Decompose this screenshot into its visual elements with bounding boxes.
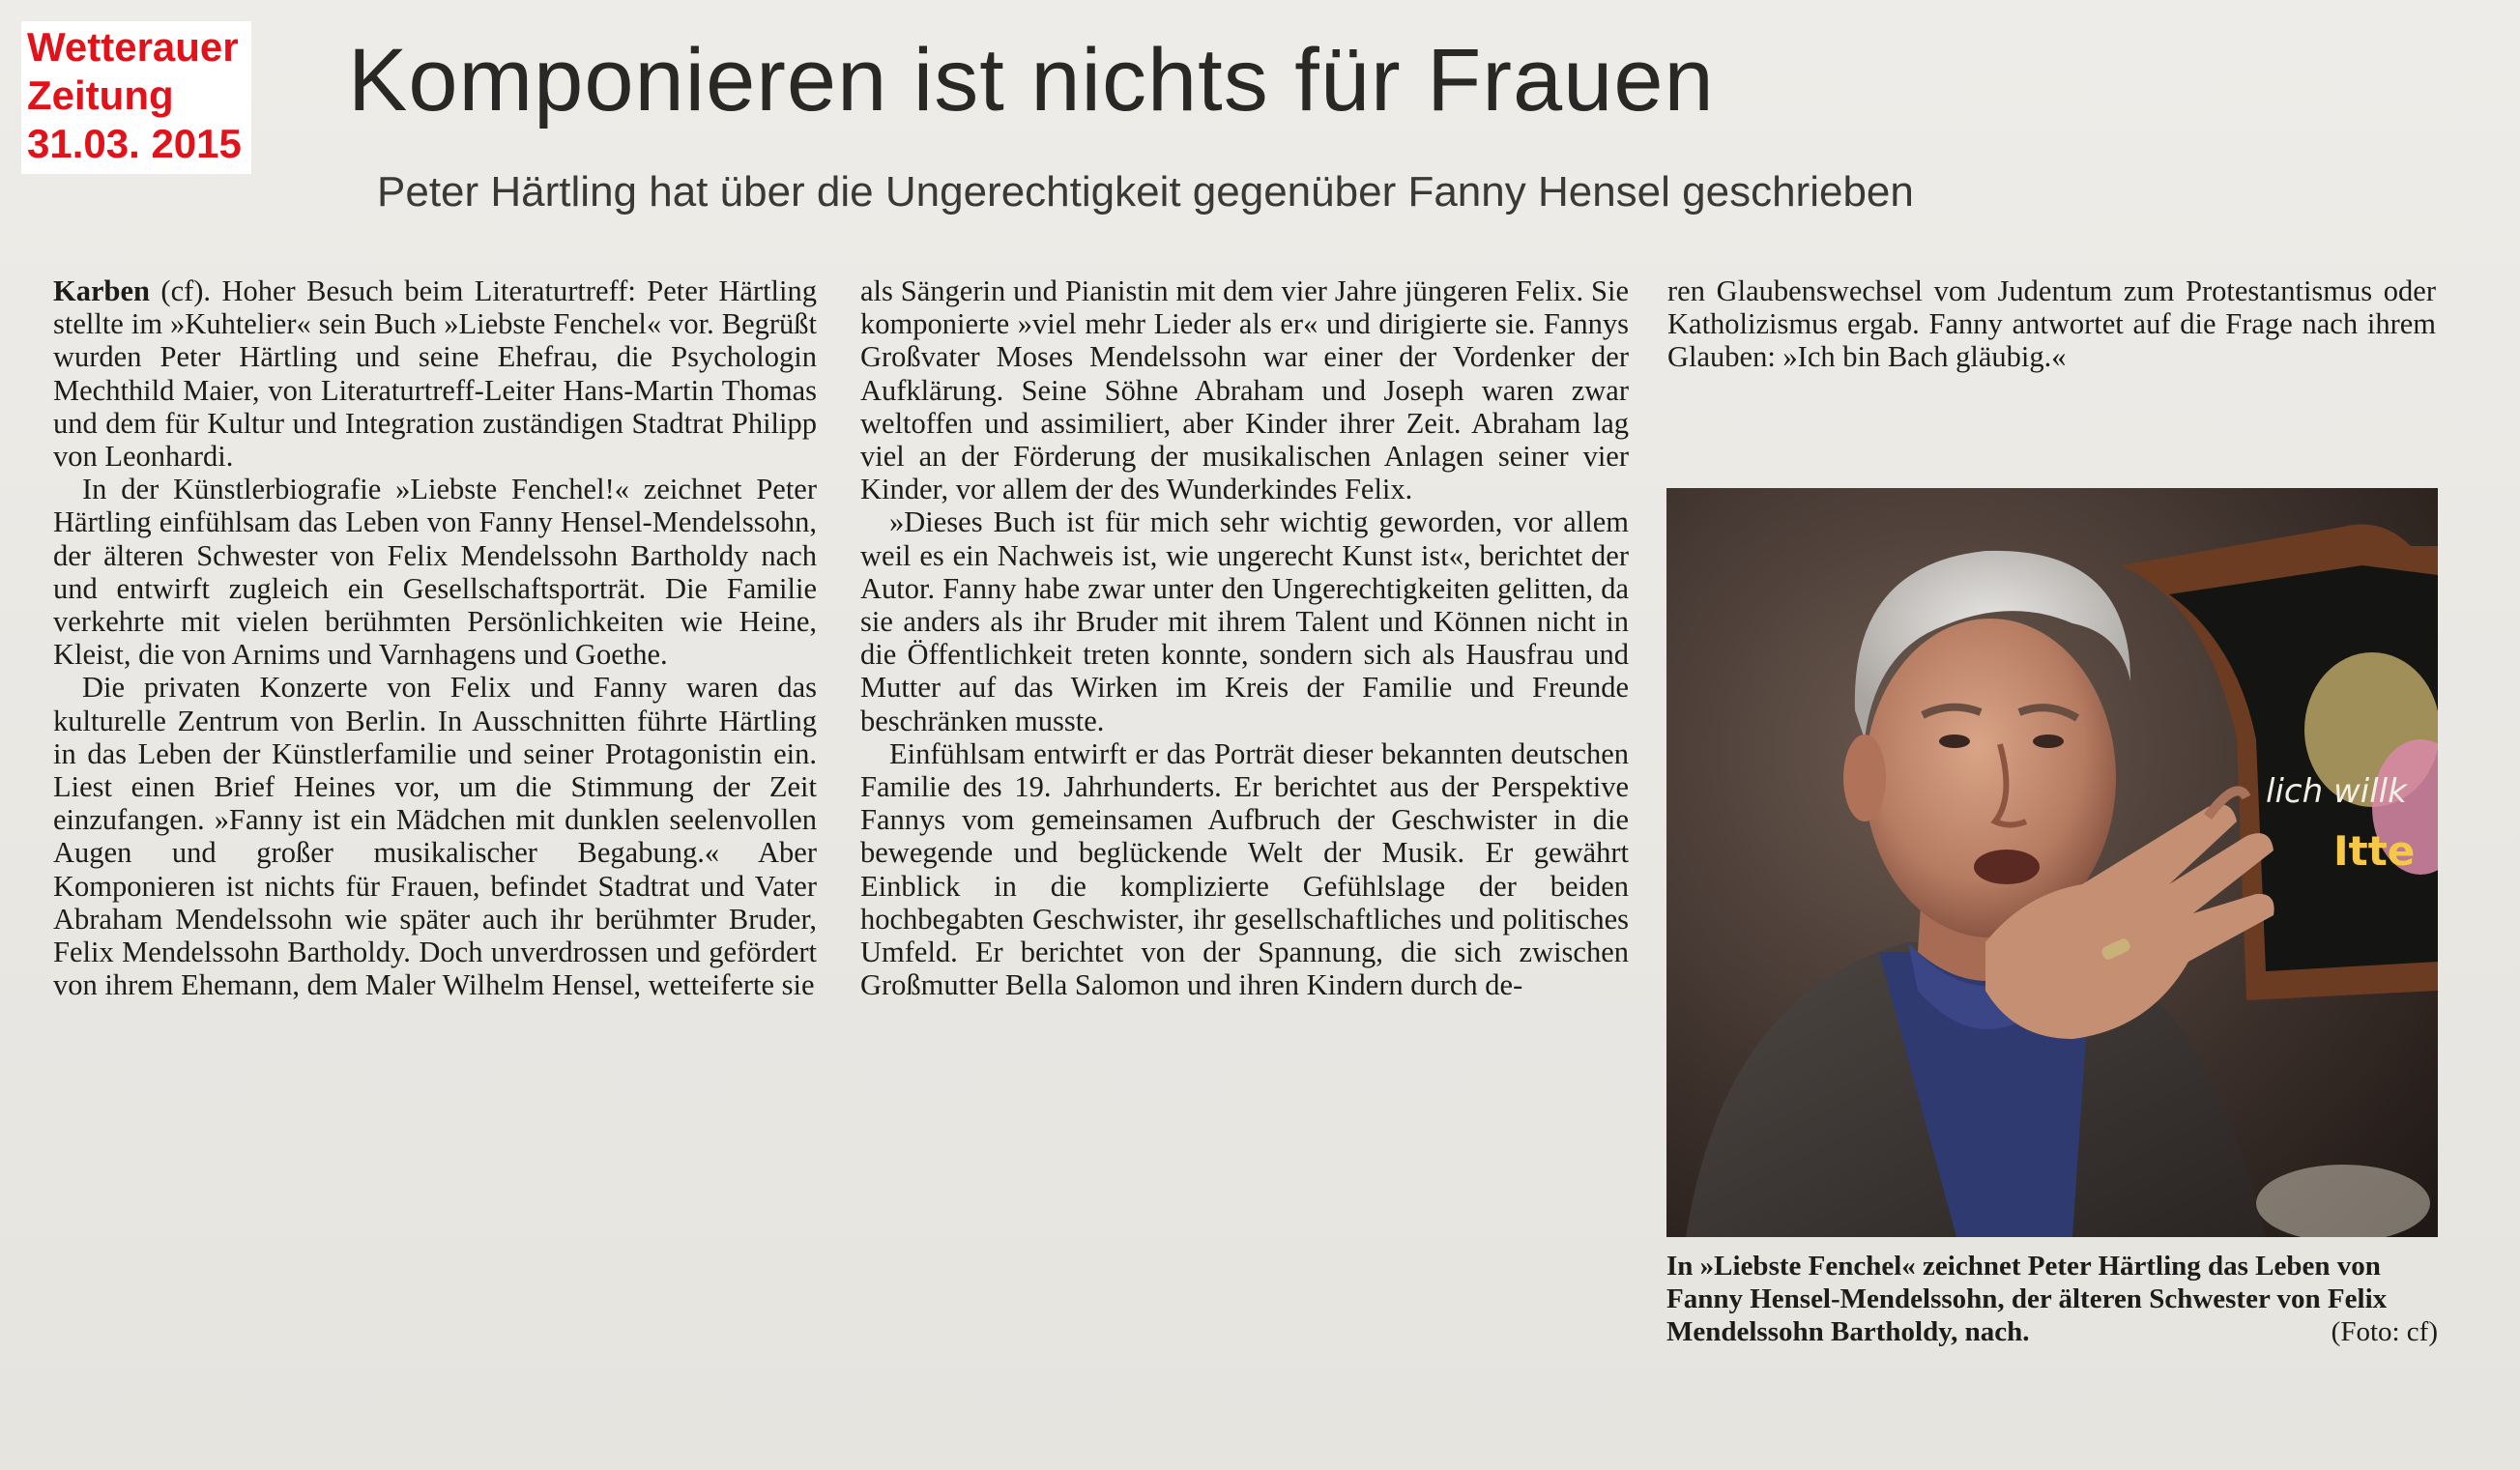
board-text: lich willk: [2266, 772, 2407, 811]
headline: Komponieren ist nichts für Frauen: [348, 31, 1715, 130]
portrait-photo-icon: [1666, 488, 2438, 1237]
source-name-line2: Zeitung: [27, 72, 174, 118]
source-name-line1: Wetterauer: [27, 24, 239, 70]
paragraph: ren Glaubenswechsel vom Judentum zum Protestantismus oder Katholizismus ergab. Fanny antwortet auf die Frage nach ihrem Glauben: »Ich bin Bach gläubig.«: [1667, 274, 2436, 374]
dateline: Karben: [53, 274, 150, 307]
article-column-3: [1667, 274, 2436, 374]
paragraph: Die privaten Konzerte von Felix und Fanny waren das kulturelle Zentrum von Berlin. In Ausschnitten führte Härtling in das Leben der Künstlerfamilie und seiner Protagonistin ein. Liest einen Brief Heines vor, um die Stimmung der Zeit einzufangen. »Fanny ist ein Mädchen mit dunklen seelenvollen Augen und großer musikalischer Begabung.« Aber Komponieren ist nichts für Frauen, befindet Stadtrat und Vater Abraham Mendelssohn wie später auch ihr berühmter Bruder, Felix Mendelssohn Bartholdy. Doch unverdrossen und gefördert von ihrem Ehemann, dem Maler Wilhelm Hensel, wetteiferte sie: [53, 671, 817, 1002]
article-column-2: [860, 274, 1629, 1001]
paragraph: In der Künstlerbiografie »Liebste Fenchel!« zeichnet Peter Härtling einfühlsam das Leben von Fanny Hensel-Mendelssohn, der älteren Schwester von Felix Mendelssohn Bartholdy nach und entwirft zugleich ein Gesellschaftsporträt. Die Familie verkehrte mit vielen berühmten Persönlichkeiten wie Heine, Kleist, die von Arnims und Varnhagens und Goethe.: [53, 473, 817, 672]
source-label: [21, 21, 251, 174]
source-date: 31.03. 2015: [27, 121, 242, 166]
author-photo: [1666, 488, 2438, 1237]
photo-caption: [1666, 1250, 2438, 1348]
paragraph-text: (cf). Hoher Besuch beim Literaturtreff: Peter Härtling stellte im »Kuhtelier« sein Buch »Liebste Fenchel« vor. Begrüßt wurden Peter Härtling und seine Ehefrau, die Psychologin Mechthild Maier, von Literaturtreff-Leiter Hans-Martin Thomas und dem für Kultur und Integration zuständigen Stadtrat Philipp von Leonhardi.: [53, 274, 817, 474]
paragraph: Einfühlsam entwirft er das Porträt dieser bekannten deutschen Familie des 19. Jahrhunderts. Er berichtet aus der Perspektive Fannys vom gemeinsamen Aufbruch der Geschwister in die bewegende und beglückende Welt der Musik. Er gewährt Einblick in die komplizierte Gefühlslage der beiden hochbegabten Geschwister, ihr gesellschaftliches und politisches Umfeld. Er berichtet von der Spannung, die sich zwischen Großmutter Bella Salomon und ihren Kindern durch de-: [860, 736, 1629, 1002]
paragraph: als Sängerin und Pianistin mit dem vier Jahre jüngeren Felix. Sie komponierte »viel mehr Lieder als er« und dirigierte sie. Fannys Großvater Moses Mendelssohn war einer der Vordenker der Aufklärung. Seine Söhne Abraham und Joseph waren zwar weltoffen und assimiliert, aber Kinder ihrer Zeit. Abraham lag viel an der Förderung der musikalischen Anlagen seiner vier Kinder, vor allem der des Wunderkindes Felix.: [860, 274, 1629, 506]
paragraph: [53, 274, 817, 473]
subheadline: Peter Härtling hat über die Ungerechtigkeit gegenüber Fanny Hensel geschrieben: [377, 168, 1914, 216]
paragraph: »Dieses Buch ist für mich sehr wichtig geworden, vor allem weil es ein Nachweis ist, wie ungerecht Kunst ist«, berichtet der Autor. Fanny habe zwar unter den Ungerechtigkeiten gelitten, da sie anders als ihr Bruder mit ihrem Talent und Können nicht in die Öffentlichkeit treten konnte, sondern sich als Hausfrau und Mutter auf das Wirken im Kreis der Familie und Freunde beschränken musste.: [860, 505, 1629, 737]
article-column-1: [53, 274, 817, 1001]
photo-credit: (Foto: cf): [2331, 1316, 2438, 1347]
caption-text: In »Liebste Fenchel« zeichnet Peter Härtling das Leben von Fanny Hensel-Mendelssohn, der älteren Schwester von Felix Mendelssohn Bartholdy, nach.: [1666, 1251, 2388, 1347]
board-text-2: Itte: [2333, 827, 2416, 875]
